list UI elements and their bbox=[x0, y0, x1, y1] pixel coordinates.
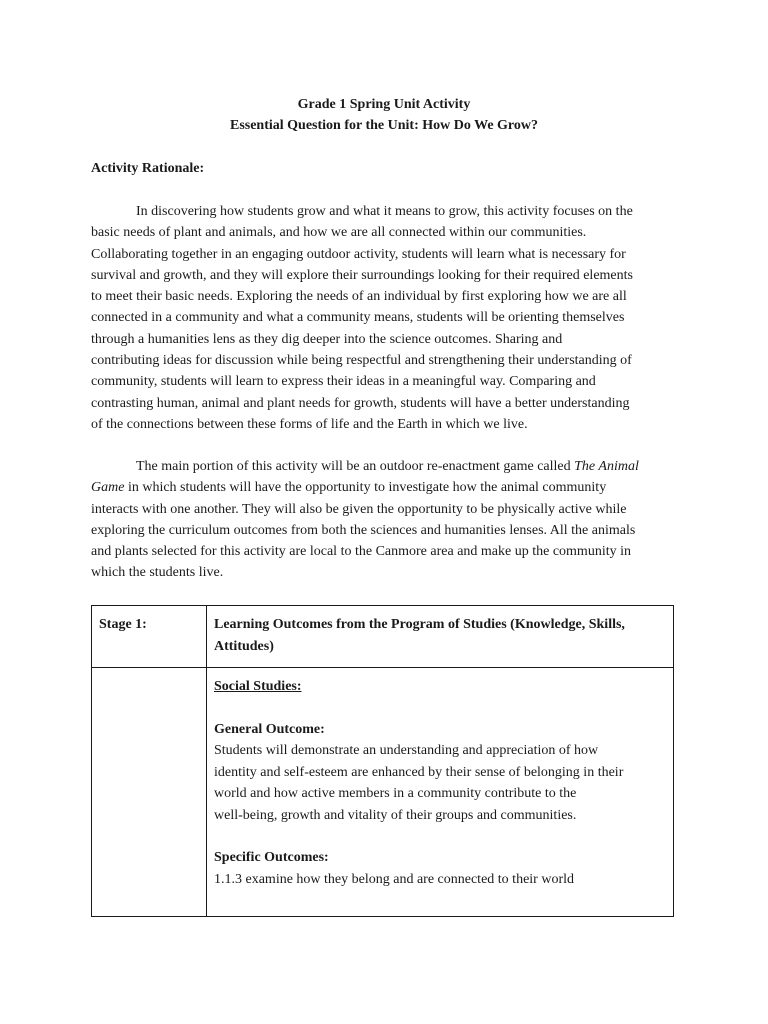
outcomes-header bbox=[207, 606, 674, 668]
activity-paragraph bbox=[91, 456, 687, 584]
rationale-paragraph bbox=[91, 201, 687, 435]
empty-cell bbox=[92, 668, 207, 917]
paragraph-line: and plants selected for this activity are local to the Canmore area and make up the community in bbox=[91, 544, 631, 560]
game-title-part1: The Animal bbox=[574, 459, 639, 474]
paragraph-line bbox=[91, 456, 687, 477]
header-line: Learning Outcomes from the Program of Studies (Knowledge, Skills, bbox=[214, 617, 625, 632]
paragraph-text: in which students will have the opportunity to investigate how the animal community bbox=[124, 480, 607, 496]
essential-question: Essential Question for the Unit: How Do We Grow? bbox=[229, 118, 538, 133]
subject-heading: Social Studies: bbox=[214, 679, 302, 694]
header-line: Attitudes) bbox=[214, 638, 274, 654]
paragraph-line: to meet their basic needs. Exploring the needs of an individual by first exploring how we are all bbox=[91, 289, 627, 305]
paragraph-line: Collaborating together in an engaging outdoor activity, students will learn what is necessary for bbox=[91, 246, 626, 262]
paragraph-line: In discovering how students grow and what it means to grow, this activity focuses on the bbox=[136, 204, 633, 219]
paragraph-line: contributing ideas for discussion while being respectful and strengthening their understanding of bbox=[91, 353, 632, 369]
outcomes-cell bbox=[207, 668, 674, 917]
paragraph-text: The main portion of this activity will be an outdoor re-enactment game called bbox=[136, 459, 575, 474]
general-outcome-line: Students will demonstrate an understanding and appreciation of how bbox=[214, 743, 599, 758]
paragraph-line: through a humanities lens as they dig deeper into the science outcomes. Sharing and bbox=[91, 331, 563, 347]
specific-outcomes-label: Specific Outcomes: bbox=[214, 850, 329, 865]
paragraph-line bbox=[91, 477, 687, 498]
paragraph-line: contrasting human, animal and plant needs for growth, students will have a better understanding bbox=[91, 395, 630, 411]
rationale-heading: Activity Rationale: bbox=[91, 161, 205, 176]
table-header-row bbox=[92, 606, 674, 668]
table-row bbox=[92, 668, 674, 917]
general-outcome-line: identity and self-esteem are enhanced by their sense of belonging in their bbox=[214, 764, 624, 780]
paragraph-line: community, students will learn to express their ideas in a meaningful way. Comparing and bbox=[91, 374, 596, 390]
general-outcome-label: General Outcome: bbox=[214, 721, 325, 737]
outcomes-table bbox=[91, 605, 674, 917]
document-title: Grade 1 Spring Unit Activity bbox=[297, 97, 471, 112]
paragraph-line: interacts with one another. They will also be given the opportunity to be physically active while bbox=[91, 501, 627, 517]
game-title-part2: Game bbox=[91, 480, 125, 496]
specific-outcome: 1.1.3 examine how they belong and are connected to their world bbox=[214, 871, 574, 887]
general-outcome-line: well-being, growth and vitality of their groups and communities. bbox=[214, 807, 577, 823]
stage-label: Stage 1: bbox=[92, 606, 207, 668]
paragraph-line: exploring the curriculum outcomes from both the sciences and humanities lenses. All the animals bbox=[91, 522, 636, 538]
paragraph-line: of the connections between these forms of life and the Earth in which we live. bbox=[91, 416, 528, 432]
paragraph-line: connected in a community and what a community means, students will be orienting themselves bbox=[91, 310, 625, 326]
general-outcome-line: world and how active members in a community contribute to the bbox=[214, 786, 577, 801]
paragraph-line: which the students live. bbox=[91, 565, 224, 581]
paragraph-line: survival and growth, and they will explore their surroundings looking for their required elements bbox=[91, 267, 633, 283]
paragraph-line: basic needs of plant and animals, and how we are all connected within our communities. bbox=[91, 225, 587, 241]
